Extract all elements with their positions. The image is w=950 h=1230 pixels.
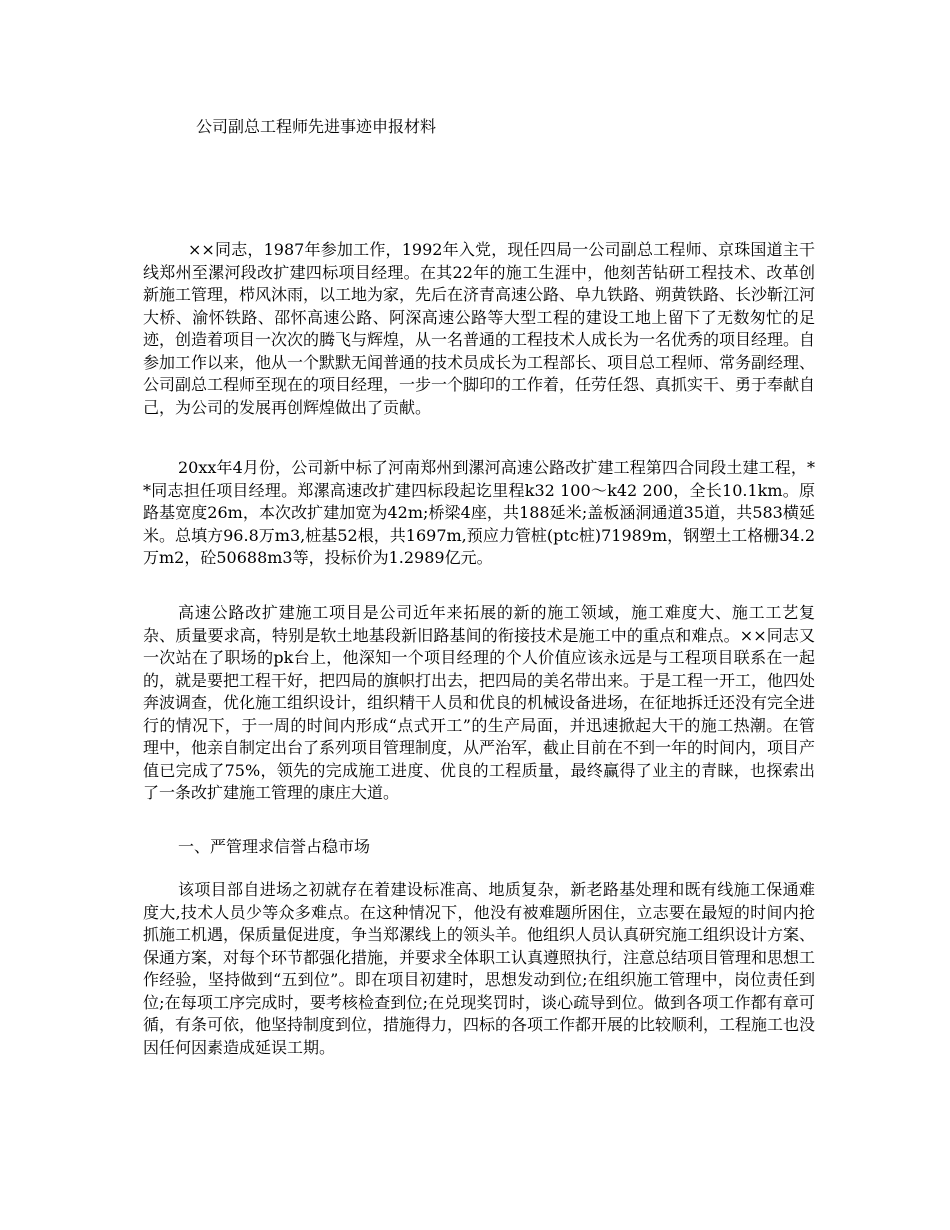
paragraph-intro: ××同志，1987年参加工作，1992年入党，现任四局一公司副总工程师、京珠国道主干线郑州至漯河段改扩建四标项目经理。在其22年的施工生涯中，他刻苦钻研工程技术、改革创新施工管理，栉风沐雨，以工地为家，先后在济青高速公路、阜九铁路、朔黄铁路、长沙靳江河大桥、渝怀铁路、邵怀高速公路、阿深高速公路等大型工程的建设工地上留下了无数匆忙的足迹，创造着项目一次次的腾飞与辉煌，从一名普通的工程技术人成长为一名优秀的项目经理。自参加工作以来，他从一个默默无闻普通的技术员成长为工程部长、项目总工程师、常务副经理、公司副总工程师至现在的项目经理，一步一个脚印的工作着，任劳任怨、真抓实干、勇于奉献自己，为公司的发展再创辉煌做出了贡献。	[143, 240, 816, 417]
section-heading: 一、严管理求信誉占稳市场	[178, 837, 371, 856]
document-title: 公司副总工程师先进事迹申报材料	[196, 117, 437, 136]
paragraph-management-approach: 高速公路改扩建施工项目是公司近年来拓展的新的施工领域，施工难度大、施工工艺复杂、质量要求高，特别是软土地基段新旧路基间的衔接技术是施工中的重点和难点。××同志又一次站在了职场的pk台上，他深知一个项目经理的个人价值应该永远是与工程项目联系在一起的，就是要把工程干好，把四局的旗帜打出去，把四局的美名带出来。于是工程一开工，他四处奔波调查，优化施工组织设计，组织精干人员和优良的机械设备进场，在征地拆迁还没有完全进行的情况下，于一周的时间内形成“点式开工”的生产局面，并迅速掀起大干的施工热潮。在管理中，他亲自制定出台了系列项目管理制度，从严治军，截止目前在不到一年的时间内，项目产值已完成了75%，领先的完成施工进度、优良的工程质量，最终赢得了业主的青睐，也探索出了一条改扩建施工管理的康庄大道。	[143, 603, 816, 802]
paragraph-section-one: 该项目部自进场之初就存在着建设标准高、地质复杂，新老路基处理和既有线施工保通难度大,技术人员少等众多难点。在这种情况下，他没有被难题所困住，立志要在最短的时间内抢抓施工机遇，保质量促进度，争当郑漯线上的领头羊。他组织人员认真研究施工组织设计方案、保通方案，对每个环节都强化措施，并要求全体职工认真遵照执行，注意总结项目管理和思想工作经验，坚持做到“五到位”。即在项目初建时，思想发动到位;在组织施工管理中，岗位责任到位;在每项工序完成时，要考核检查到位;在兑现奖罚时，谈心疏导到位。做到各项工作都有章可循，有条可依，他坚持制度到位，措施得力，四标的各项工作都开展的比较顺利，工程施工也没因任何因素造成延误工期。	[143, 880, 816, 1057]
paragraph-project-scope: 20xx年4月份，公司新中标了河南郑州到漯河高速公路改扩建工程第四合同段土建工程，**同志担任项目经理。郑漯高速改扩建四标段起讫里程k32 100～k42 200，全长10.1km。原路基宽度26m，本次改扩建加宽为42m;桥梁4座，共188延米;盖板涵洞通道35道，共583横延米。总填方96.8万m3,桩基52根，共1697m,预应力管桩(ptc桩)71989m，钢塑土工格栅34.2万m2，砼50688m3等，投标价为1.2989亿元。	[143, 458, 815, 567]
